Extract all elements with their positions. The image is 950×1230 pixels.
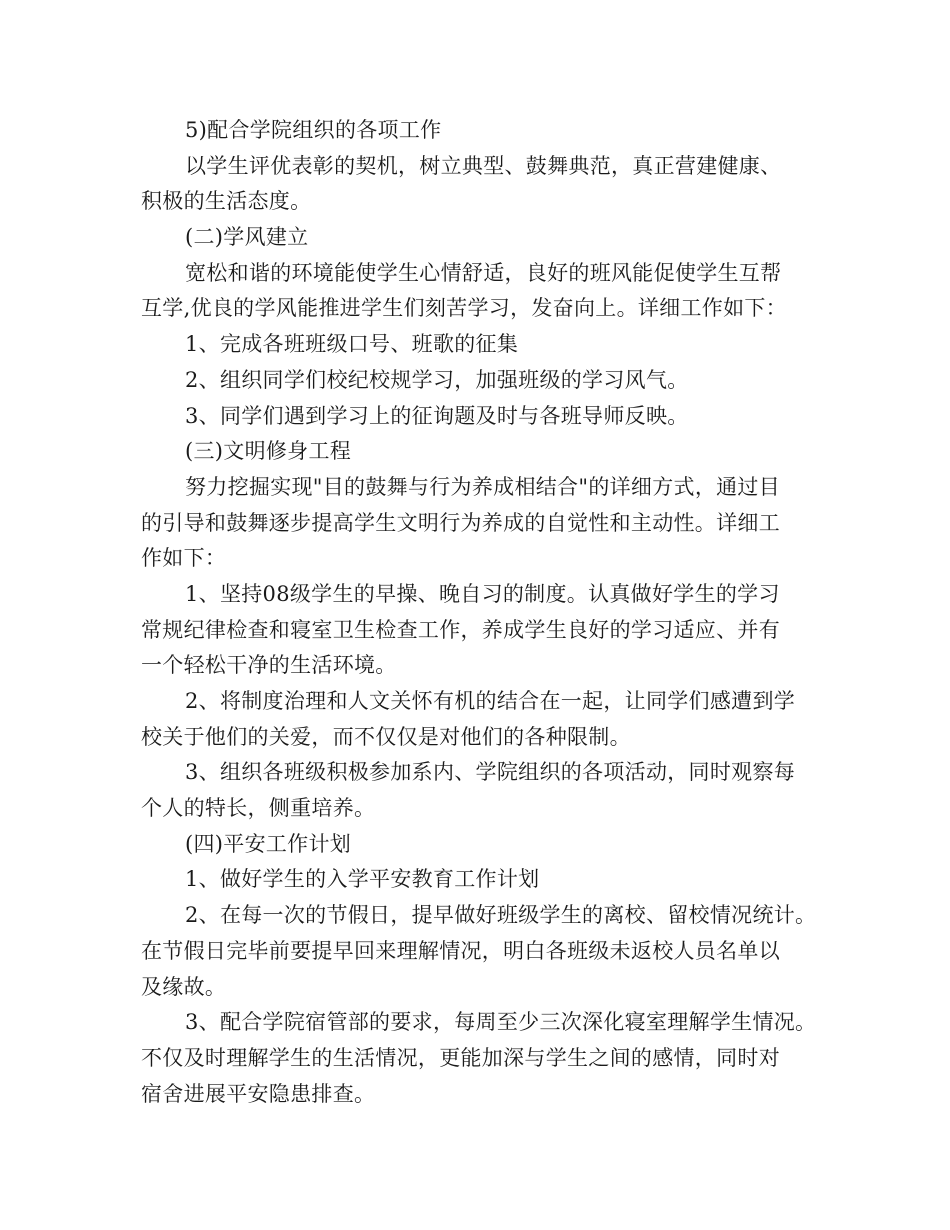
text-line: 努力挖掘实现"目的鼓舞与行为养成相结合"的详细方式，通过目 [185, 474, 781, 499]
list-item: 1、做好学生的入学平安教育工作计划 [185, 867, 540, 892]
list-item: 3、组织各班级积极参加系内、学院组织的各项活动，同时观察每 [185, 760, 796, 785]
text-line: 积极的生活态度。 [141, 189, 312, 214]
list-item: 3、配合学院宿管部的要求，每周至少三次深化寝室理解学生情况。 [185, 1010, 817, 1035]
text-line: 校关于他们的关爱，而不仅仅是对他们的各种限制。 [141, 724, 631, 749]
section-heading: (三)文明修身工程 [185, 439, 352, 464]
text-line: 宽松和谐的环境能使学生心情舒适，良好的班风能促使学生互帮 [185, 260, 782, 285]
text-line: 5)配合学院组织的各项工作 [185, 118, 442, 142]
text-line: 的引导和鼓舞逐步提高学生文明行为养成的自觉性和主动性。详细工 [141, 510, 780, 535]
text-line: 互学,优良的学风能推进学生们刻苦学习，发奋向上。详细工作如下： [141, 296, 787, 321]
text-line: 不仅及时理解学生的生活情况，更能加深与学生之间的感情，同时对 [141, 1045, 780, 1070]
list-item: 1、坚持08级学生的早操、晚自习的制度。认真做好学生的学习 [185, 581, 780, 606]
document-body [141, 113, 821, 1112]
text-line: 作如下： [141, 546, 227, 571]
section-heading: (二)学风建立 [185, 225, 309, 250]
section-heading: (四)平安工作计划 [185, 831, 352, 856]
text-line: 常规纪律检查和寝室卫生检查工作，养成学生良好的学习适应、并有 [141, 617, 780, 642]
text-line: 在节假日完毕前要提早回来理解情况，明白各班级未返校人员名单以 [141, 938, 780, 963]
list-item: 2、将制度治理和人文关怀有机的结合在一起，让同学们感遭到学 [185, 689, 796, 713]
list-item: 1、完成各班班级口号、班歌的征集 [185, 332, 519, 357]
text-line: 宿舍进展平安隐患排查。 [141, 1081, 376, 1106]
list-item: 3、同学们遇到学习上的征询题及时与各班导师反映。 [185, 403, 689, 428]
list-item: 2、在每一次的节假日，提早做好班级学生的离校、留校情况统计。 [185, 903, 817, 928]
text-line: 一个轻松干净的生活环境。 [141, 653, 397, 678]
text-line: 及缘故。 [141, 974, 227, 999]
list-item: 2、组织同学们校纪校规学习，加强班级的学习风气。 [185, 367, 689, 392]
text-line: 以学生评优表彰的契机，树立典型、鼓舞典范，真正营建健康、 [185, 153, 782, 178]
text-line: 个人的特长，侧重培养。 [141, 796, 376, 821]
